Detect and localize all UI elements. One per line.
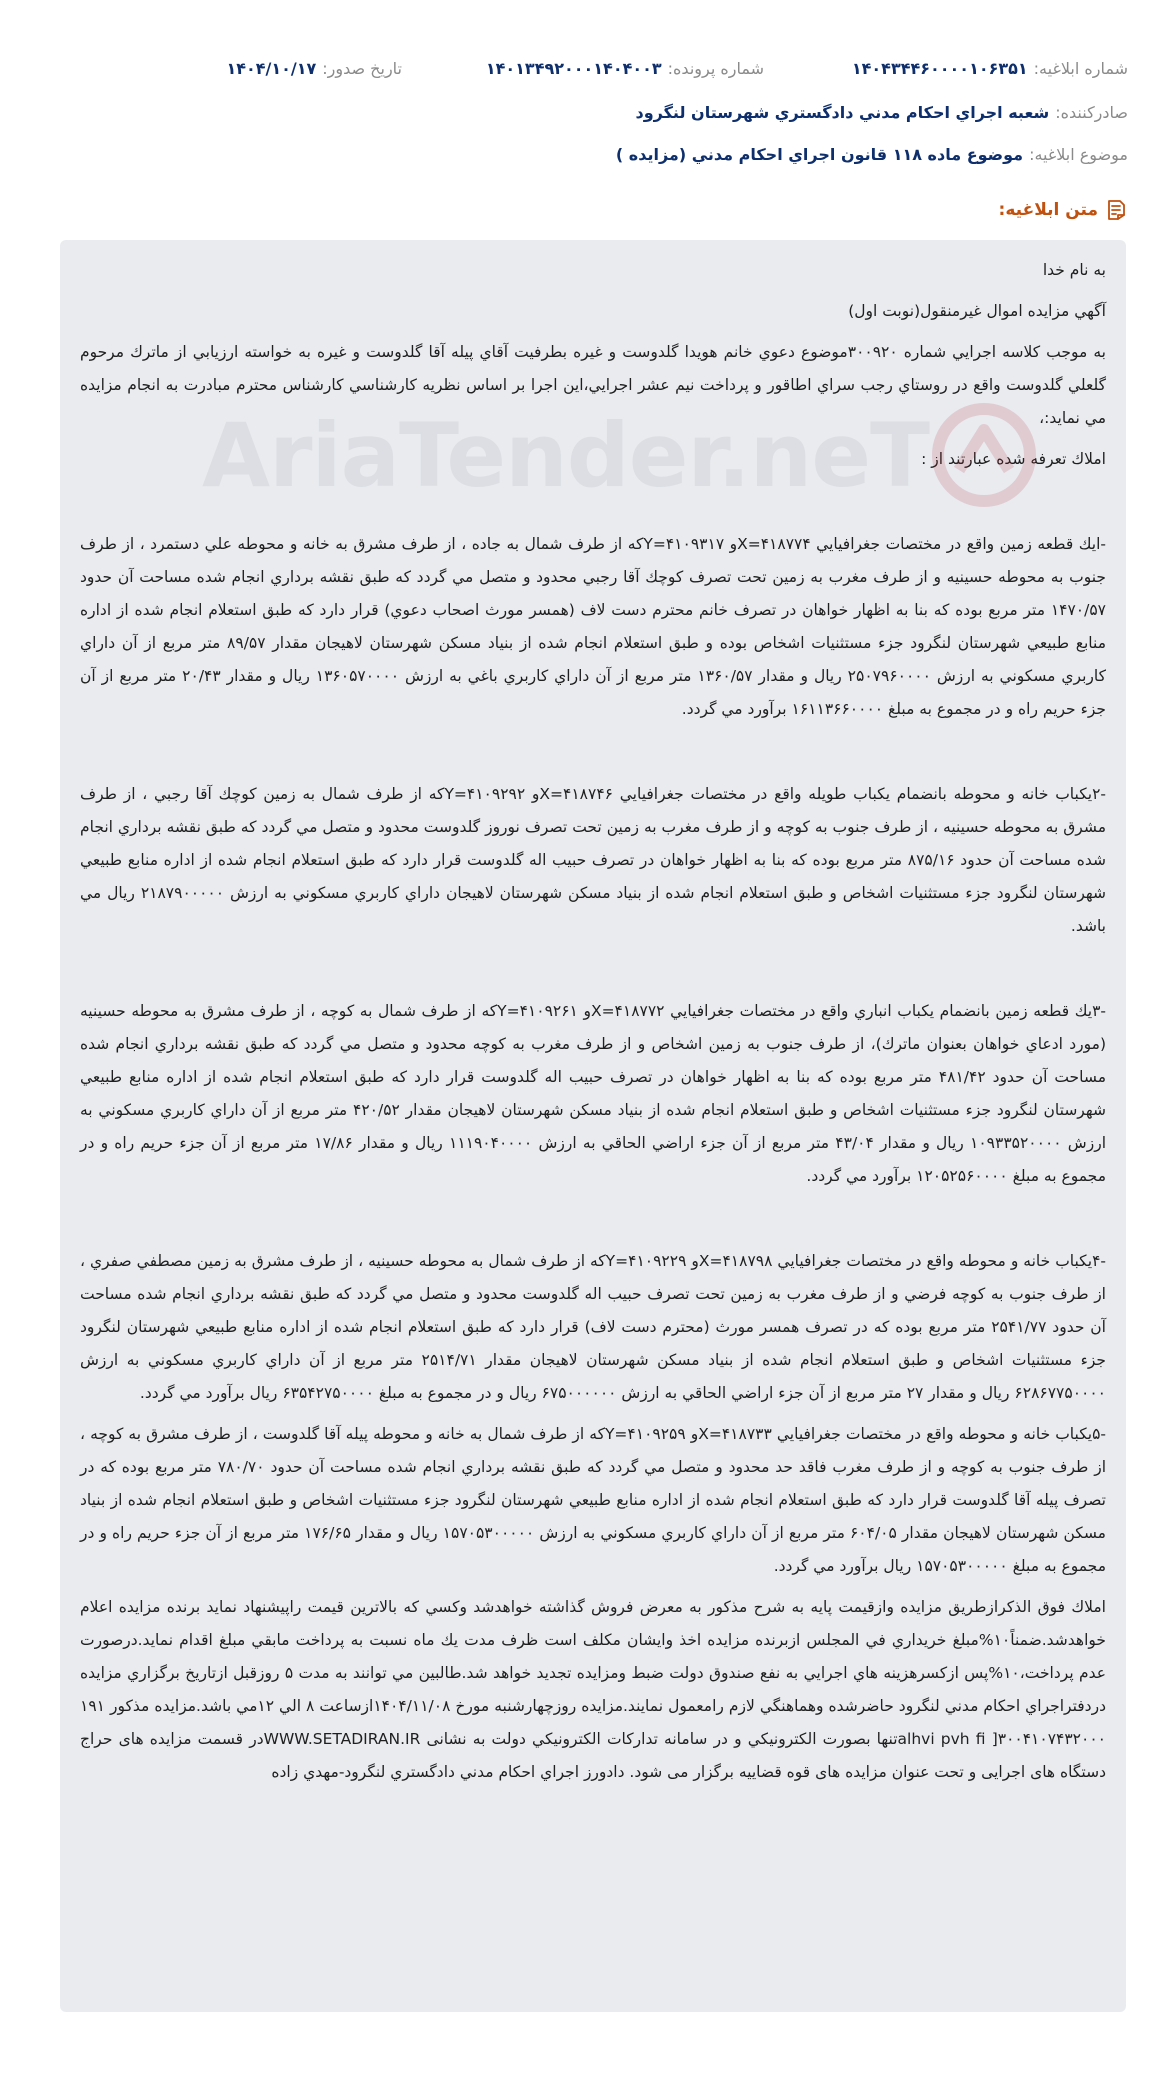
notice-number: ۱۴۰۴۳۴۴۶۰۰۰۰۱۰۶۳۵۱ [851, 58, 1028, 78]
bismillah: به نام خدا [1042, 261, 1106, 279]
notice-meta-row [40, 54, 1128, 82]
notice-number-label: شماره ابلاغيه: [1033, 58, 1128, 78]
case-number-label: شماره پرونده: [667, 58, 764, 78]
notice-body [60, 240, 1126, 2012]
intro-paragraph: به موجب کلاسه اجرايي شماره ۳۰۰۹۲۰موضوع دعوي خانم هويدا گلدوست و غيره بطرفيت آقاي پيله آقا گلدوست و غيره به خواسته ارزيابي از ماترك مرحوم گلعلي گلدوست واقع در روستاي رجب سراي اطاقور و پرداخت نيم عشر اجرايي،اين اجرا بر اساس نظريه کارشناسي کارشناس محترم مبادرت به انجام مزايده مي نمايد:، [80, 343, 1106, 427]
subject-label: موضوع ابلاغيه: [1029, 144, 1128, 164]
property-item-5: -۵يكباب خانه و محوطه واقع در مختصات جغرافيايي X=۴۱۸۷۳۳و Y=۴۱۰۹۲۵۹كه از طرف شمال به خانه و محوطه پيله آقا گلدوست ، از طرف مشرق به كوچه ، از طرف جنوب به كوچه و از طرف مغرب فاقد حد محدود و متصل مي گردد كه طبق نقشه برداري انجام شده مساحت آن حدود ۷۸۰/۷۰ متر مربع بوده كه در تصرف پيله آقا گلدوست قرار دارد كه طبق استعلام انجام شده از اداره منابع طبيعي شهرستان لنگرود جزء مستثنيات اشخاص و طبق استعلام انجام شده از بنياد مسكن شهرستان لاهيجان مقدار ۶۰۴/۰۵ متر مربع از آن داراي كاربري مسكوني به ارزش ۱۵۷۰۵۳۰۰۰۰۰ ريال و مقدار ۱۷۶/۶۵ متر مربع از آن جزء حريم راه و در مجموع به مبلغ ۱۵۷۰۵۳۰۰۰۰۰ ريال برآورد مي گردد. [80, 1425, 1107, 1575]
auction-terms-paragraph: املاك فوق الذكرازطريق مزايده وازقيمت پايه به شرح مذكور به معرض فروش گذاشته خواهدشد وكسي كه بالاترين قيمت راپيشنهاد نمايد برنده مزايده اعلام خواهدشد.ضمناً۱۰%مبلغ خريداري في المجلس ازبرنده مزايده اخذ وايشان مكلف است ظرف مدت يك ماه نسبت به پرداخت مابقي مبلغ اقدام نمايد.درصورت عدم پرداخت،۱۰%پس ازكسرهزينه هاي اجرايي به نفع صندوق دولت ضبط ومزايده تجديد خواهد شد.طالبين مي توانند به مدت ۵ روزقبل ازتاريخ برگزاري مزايده دردفتراجراي احكام مدني لنگرود حاضرشده وهماهنگي لازم رامعمول نمايند.مزايده روزچهارشنبه مورخ ۱۴۰۴/۱۱/۰۸ازساعت ۸ الي ۱۲مي باشد.مزايده مذكور ۱۹۱ ۳۰۰۴۱۰۷۴۳۲۰۰۰[ alhvi pvh fiتنها بصورت الكترونيكي و در سامانه تداركات الكترونيكي دولت به نشانی WWW.SETADIRAN.IRدر قسمت مزايده های حراج دستگاه های اجرايی و تحت عنوان مزايده های قوه قضاييه برگزار می شود. دادورز اجراي احكام مدني دادگستري لنگرود-مهدي زاده [80, 1598, 1106, 1781]
property-item-2: -۲يكباب خانه و محوطه بانضمام يكباب طويله واقع در مختصات جغرافيايي X=۴۱۸۷۴۶و Y=۴۱۰۹۲۹۲كه از طرف شمال به زمين كوچك آقا رجبي ، از طرف مشرق به محوطه حسينيه ، از طرف جنوب به كوچه و از طرف مغرب به زمين تحت تصرف نوروز گلدوست محدود و متصل مي گردد كه طبق نقشه برداري انجام شده مساحت آن حدود ۸۷۵/۱۶ متر مربع بوده كه بنا به اظهار خواهان در تصرف حبيب اله گلدوست قرار دارد كه طبق استعلام انجام شده از اداره منابع طبيعي شهرستان لنگرود جزء مستثنيات اشخاص و طبق استعلام انجام شده از بنياد مسكن شهرستان لاهيجان داراي كاربري مسكوني به ارزش ۲۱۸۷۹۰۰۰۰۰ ريال مي باشد. [80, 785, 1107, 935]
case-number: ۱۴۰۱۳۴۹۲۰۰۰۱۴۰۴۰۰۳ [485, 58, 662, 78]
property-item-3: -۳يك قطعه زمين بانضمام يكباب انباري واقع در مختصات جغرافيايي X=۴۱۸۷۷۲و Y=۴۱۰۹۲۶۱كه از طرف شمال به كوچه ، از طرف مشرق به محوطه حسينيه (مورد ادعاي خواهان بعنوان ماترك)، از طرف جنوب به زمين اشخاص و از طرف مغرب به كوچه محدود و متصل مي گردد كه طبق نقشه برداري انجام شده مساحت آن حدود ۴۸۱/۴۲ متر مربع بوده كه بنا به اظهار خواهان در تصرف حبيب اله گلدوست قرار دارد كه طبق استعلام انجام شده از اداره منابع طبيعي شهرستان لنگرود جزء مستثنيات اشخاص و طبق استعلام انجام شده از بنياد مسكن شهرستان لاهيجان مقدار ۴۲۰/۵۲ متر مربع از آن داراي كاربري مسكوني به ارزش ۱۰۹۳۳۵۲۰۰۰۰ ريال و مقدار ۴۳/۰۴ متر مربع از آن جزء اراضي الحاقي به ارزش ۱۱۱۹۰۴۰۰۰۰ ريال و مقدار ۱۷/۸۶ متر مربع از آن جزء حريم راه و در مجموع به مبلغ ۱۲۰۵۲۵۶۰۰۰۰ برآورد مي گردد. [80, 1002, 1106, 1185]
subject: موضوع ماده ۱۱۸ قانون اجراي احکام مدني (مزايده ) [615, 144, 1024, 164]
document-note-icon [1104, 198, 1128, 222]
notice-text-title: متن ابلاغيه: [998, 200, 1098, 220]
subject-row [40, 140, 1128, 168]
case-number-field [486, 59, 764, 78]
properties-heading: املاك تعرفه شده عبارتند از : [921, 450, 1106, 468]
notice-text-heading [999, 198, 1128, 222]
issuer-row [40, 98, 1128, 126]
issuer: شعبه اجراي احکام مدني دادگستري شهرستان لنگرود [635, 102, 1050, 122]
issue-date-field [226, 59, 402, 78]
issue-date-label: تاريخ صدور: [322, 58, 402, 78]
property-item-4: -۴يكباب خانه و محوطه واقع در مختصات جغرافيايي X=۴۱۸۷۹۸و Y=۴۱۰۹۲۲۹كه از طرف شمال به محوطه حسينيه ، از طرف مشرق به زمين مصطفي صفري ، از طرف جنوب به كوچه فرضي و از طرف مغرب به زمين تحت تصرف حبيب اله گلدوست محدود و متصل مي گردد كه طبق نقشه برداري انجام شده مساحت آن حدود ۲۵۴۱/۷۷ متر مربع بوده كه در تصرف همسر مورث (محترم دست لاف) قرار دارد كه طبق استعلام انجام شده از اداره منابع طبيعي شهرستان لنگرود جزء مستثنيات اشخاص و طبق استعلام انجام شده از بنياد مسكن شهرستان لاهيجان مقدار ۲۵۱۴/۷۱ متر مربع از آن داراي كاربري مسكوني به ارزش ۶۲۸۶۷۷۵۰۰۰۰ ريال و مقدار ۲۷ متر مربع از آن جزء اراضي الحاقي به ارزش ۶۷۵۰۰۰۰۰۰ ريال و در مجموع به مبلغ ۶۳۵۴۲۷۵۰۰۰۰ ريال برآورد مي گردد. [80, 1252, 1107, 1402]
property-item-1: -ايك قطعه زمين واقع در مختصات جغرافيايي X=۴۱۸۷۷۴و Y=۴۱۰۹۳۱۷كه از طرف شمال به جاده ، از طرف مشرق به خانه و محوطه علي دستمرد ، از طرف جنوب به محوطه حسينيه و از طرف مغرب به زمين تحت تصرف كوچك آقا رجبي محدود و متصل مي گردد كه طبق نقشه برداري انجام شده مساحت آن حدود ۱۴۷۰/۵۷ متر مربع بوده كه بنا به اظهار خواهان در تصرف خانم محترم دست لاف (همسر مورث اصحاب دعوي) قرار دارد كه طبق استعلام انجام شده از اداره منابع طبيعي شهرستان لنگرود جزء مستثنيات اشخاص بوده و طبق استعلام انجام شده از بنياد مسكن شهرستان لاهيجان مقدار ۸۹/۵۷ متر مربع از آن داراي كاربري مسكوني به ارزش ۲۵۰۷۹۶۰۰۰۰ ريال و مقدار ۱۳۶۰/۵۷ متر مربع از آن داراي كاربري باغي به ارزش ۱۳۶۰۵۷۰۰۰۰ ريال و مقدار ۲۰/۴۳ متر مربع از آن جزء حريم راه و در مجموع به مبلغ ۱۶۱۱۳۶۶۰۰۰۰ برآورد مي گردد. [80, 535, 1107, 718]
issuer-label: صادرکننده: [1055, 102, 1128, 122]
issue-date: ۱۴۰۴/۱۰/۱۷ [226, 58, 317, 78]
notice-number-field [852, 59, 1128, 78]
auction-title: آگهي مزايده اموال غيرمنقول(نوبت اول) [848, 302, 1106, 320]
